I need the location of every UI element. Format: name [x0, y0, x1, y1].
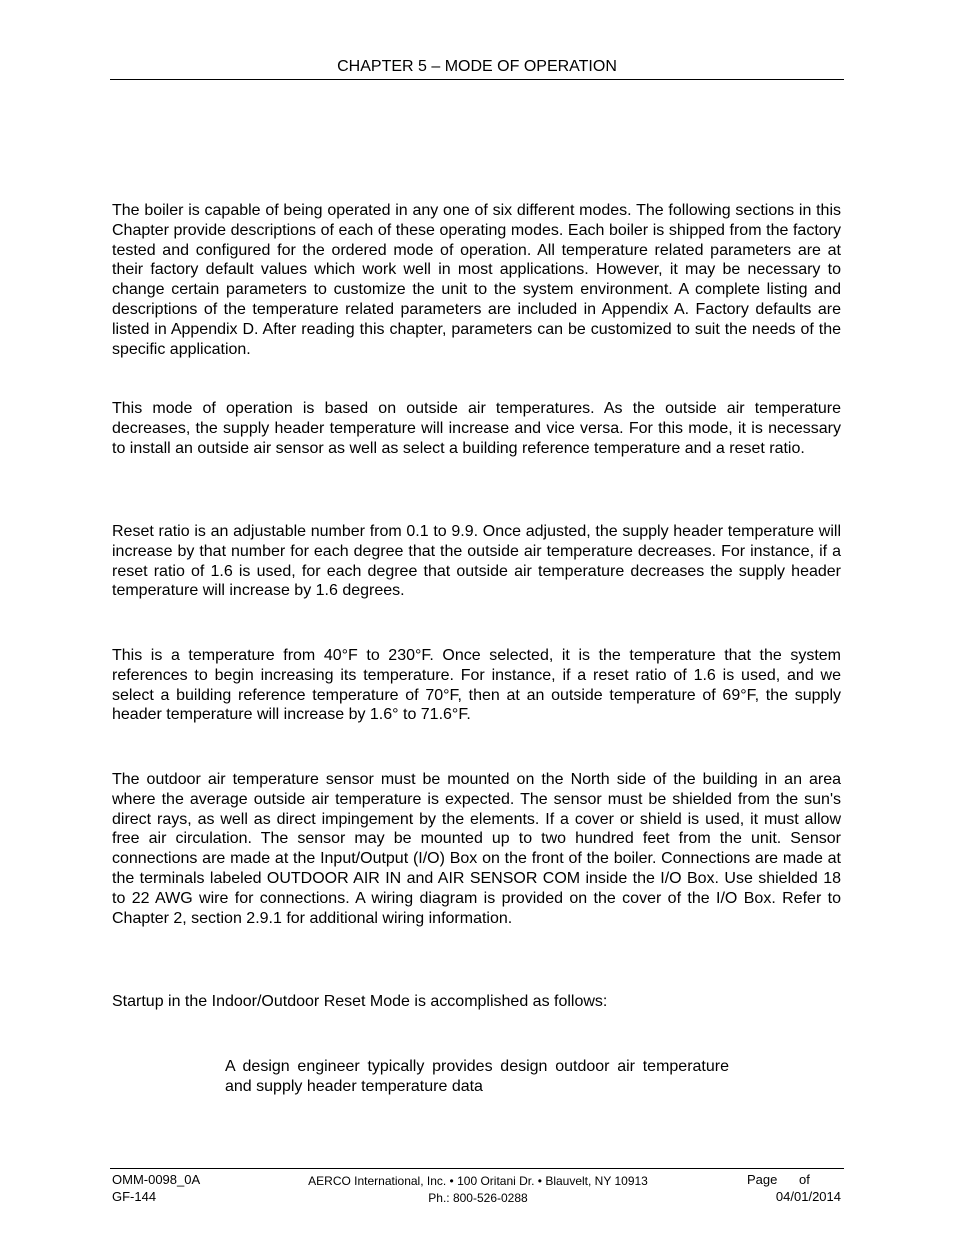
sensor-installation-paragraph: The outdoor air temperature sensor must be mounted on the North side of the building in an area where the average outside air temperature is expected. The sensor must be shielded from the sun's direct rays, as well as direct impingement by the elements. If a cover or shield is used, it must allow free air circulation. The sensor may be mounted up to two hundred feet from the unit. Sensor connections are made at the Input/Output (I/O) Box on the front of the boiler. Connections are made at the terminals labeled OUTDOOR AIR IN and AIR SENSOR COM inside the I/O Box. Use shielded 18 to 22 AWG wire for connections. A wiring diagram is provided on the cover of the I/O Box. Refer to Chapter 2, section 2.9.1 for additional wiring information.: [112, 771, 841, 927]
footer-divider: [110, 1168, 844, 1169]
page-header-title: CHAPTER 5 – MODE OF OPERATION: [337, 58, 617, 75]
intro-paragraph: The boiler is capable of being operated in any one of six different modes. The following sections in this Chapter provide descriptions of each of these operating modes. Each boiler is shipped from the factory tested and configured for the ordered mode of operation. All temperature related parameters are at their factory default values which work well in most applications. However, it may be necessary to change certain parameters to customize the unit to the system environment. A complete listing and descriptions of the temperature related parameters are included in Appendix A. Factory defaults are listed in Appendix D. After reading this chapter, parameters can be customized to suit the needs of the specific application.: [112, 202, 841, 358]
footer-doc-number: OMM-0098_0A: [112, 1172, 201, 1187]
startup-paragraph: Startup in the Indoor/Outdoor Reset Mode is accomplished as follows:: [112, 993, 608, 1010]
outdoor-reset-paragraph: This mode of operation is based on outside air temperatures. As the outside air temperature decreases, the supply header temperature will increase and vice versa. For this mode, it is necessary to install an outside air sensor as well as select a building reference temperature and a reset ratio.: [112, 400, 841, 457]
startup-step-1: A design engineer typically provides design outdoor air temperature and supply header temperature data: [225, 1058, 729, 1095]
building-reference-paragraph: This is a temperature from 40°F to 230°F. Once selected, it is the temperature that the system references to begin increasing its temperature. For instance, if a reset ratio of 1.6 is used, and we select a building reference temperature of 70°F, then at an outside temperature of 69°F, the supply header temperature will increase by 1.6° to 71.6°F.: [112, 647, 841, 724]
footer-date: 04/01/2014: [775, 1189, 841, 1204]
footer-page-label: Page of: [747, 1172, 810, 1187]
reset-ratio-paragraph: Reset ratio is an adjustable number from 0.1 to 9.9. Once adjusted, the supply header temperature will increase by that number for each degree that the outside air temperature decreases. For instance, if a reset ratio of 1.6 is used, for each degree that outside air temperature decreases the supply header temperature will increase by 1.6 degrees.: [112, 523, 841, 600]
footer-phone: Ph.: 800-526-0288: [428, 1191, 528, 1205]
header-divider: [110, 79, 844, 80]
footer-form-number: GF-144: [112, 1189, 157, 1204]
footer-company-address: AERCO International, Inc. • 100 Oritani Dr. • Blauvelt, NY 10913: [308, 1174, 648, 1188]
